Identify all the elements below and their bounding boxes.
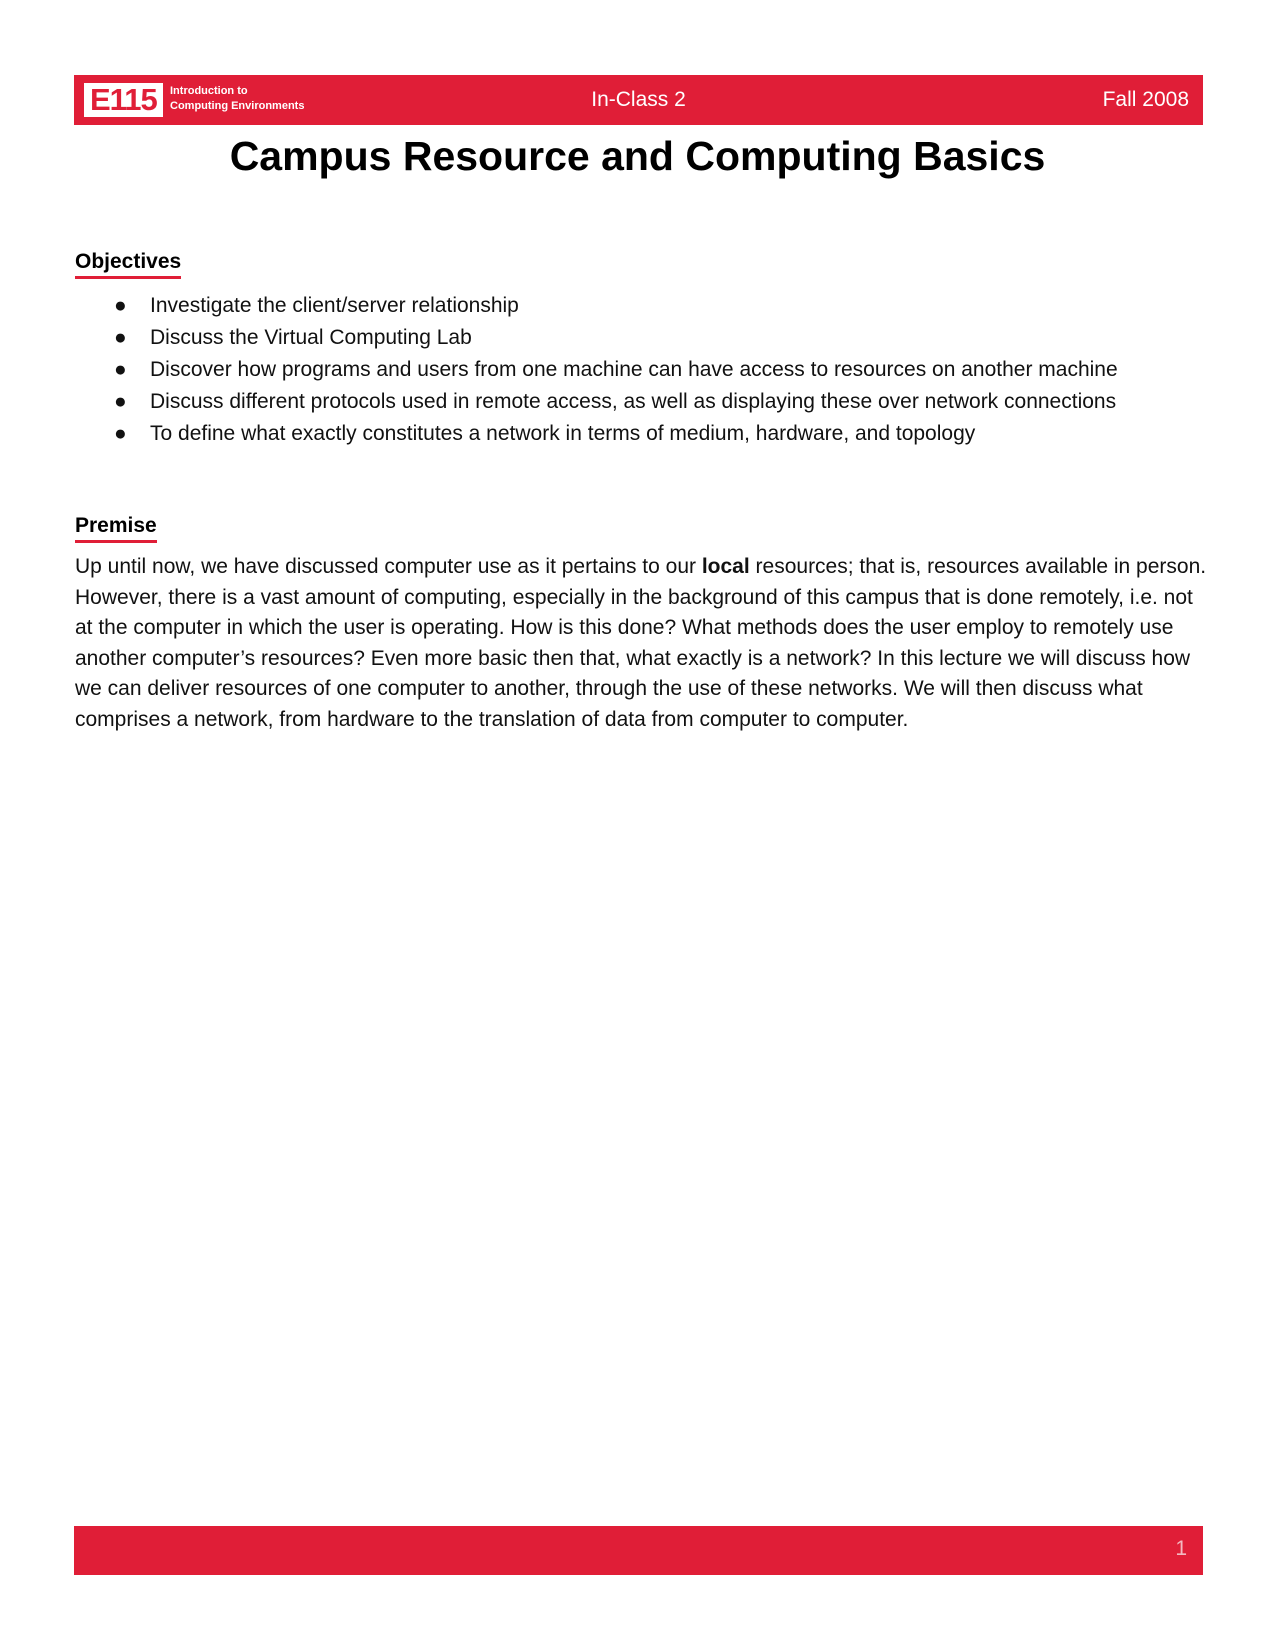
header-bar bbox=[74, 75, 1203, 125]
footer-bar bbox=[74, 1526, 1203, 1575]
premise-text-after: resources; that is, resources available in person. However, there is a vast amount of computing, especially in the background of this campus that is done remotely, i.e. not at the computer in which the user is operating. How is this done? What methods does the user employ to remotely use another computer’s resources? Even more basic then that, what exactly is a network? In this lecture we will discuss how we can deliver resources of one computer to another, through the use of these networks. We will then discuss what comprises a network, from hardware to the translation of data from computer to computer. bbox=[75, 555, 1207, 731]
premise-paragraph bbox=[75, 552, 1210, 735]
objective-text: Discover how programs and users from one machine can have access to resources on another machine bbox=[150, 358, 1118, 381]
premise-text-before: Up until now, we have discussed computer use as it pertains to our bbox=[75, 555, 702, 578]
bullet-icon: ● bbox=[114, 294, 127, 317]
bullet-icon: ● bbox=[114, 422, 127, 445]
list-item bbox=[75, 290, 1205, 322]
objective-text: Discuss the Virtual Computing Lab bbox=[150, 326, 472, 349]
bullet-icon: ● bbox=[114, 326, 127, 349]
list-item bbox=[75, 322, 1205, 354]
premise-bold-word: local bbox=[701, 555, 750, 578]
logo-subtitle-line1: Introduction to bbox=[170, 85, 248, 97]
logo-code: E115 bbox=[90, 82, 157, 117]
header-term: Fall 2008 bbox=[1102, 88, 1189, 111]
objectives-list bbox=[75, 290, 1205, 450]
list-item bbox=[75, 386, 1205, 418]
bullet-icon: ● bbox=[114, 358, 127, 381]
objective-text: Investigate the client/server relationship bbox=[150, 294, 519, 317]
logo-subtitle-line2: Computing Environments bbox=[170, 100, 305, 112]
objectives-heading: Objectives bbox=[75, 248, 181, 279]
bullet-icon: ● bbox=[114, 390, 127, 413]
premise-heading: Premise bbox=[75, 512, 157, 543]
objective-text: To define what exactly constitutes a network in terms of medium, hardware, and topology bbox=[150, 422, 976, 445]
list-item bbox=[75, 354, 1205, 386]
page-number: 1 bbox=[1175, 1537, 1187, 1560]
page-title: Campus Resource and Computing Basics bbox=[229, 133, 1046, 179]
list-item bbox=[75, 418, 1205, 450]
header-assignment: In-Class 2 bbox=[591, 88, 686, 111]
objective-text: Discuss different protocols used in remote access, as well as displaying these over network connections bbox=[150, 390, 1117, 413]
